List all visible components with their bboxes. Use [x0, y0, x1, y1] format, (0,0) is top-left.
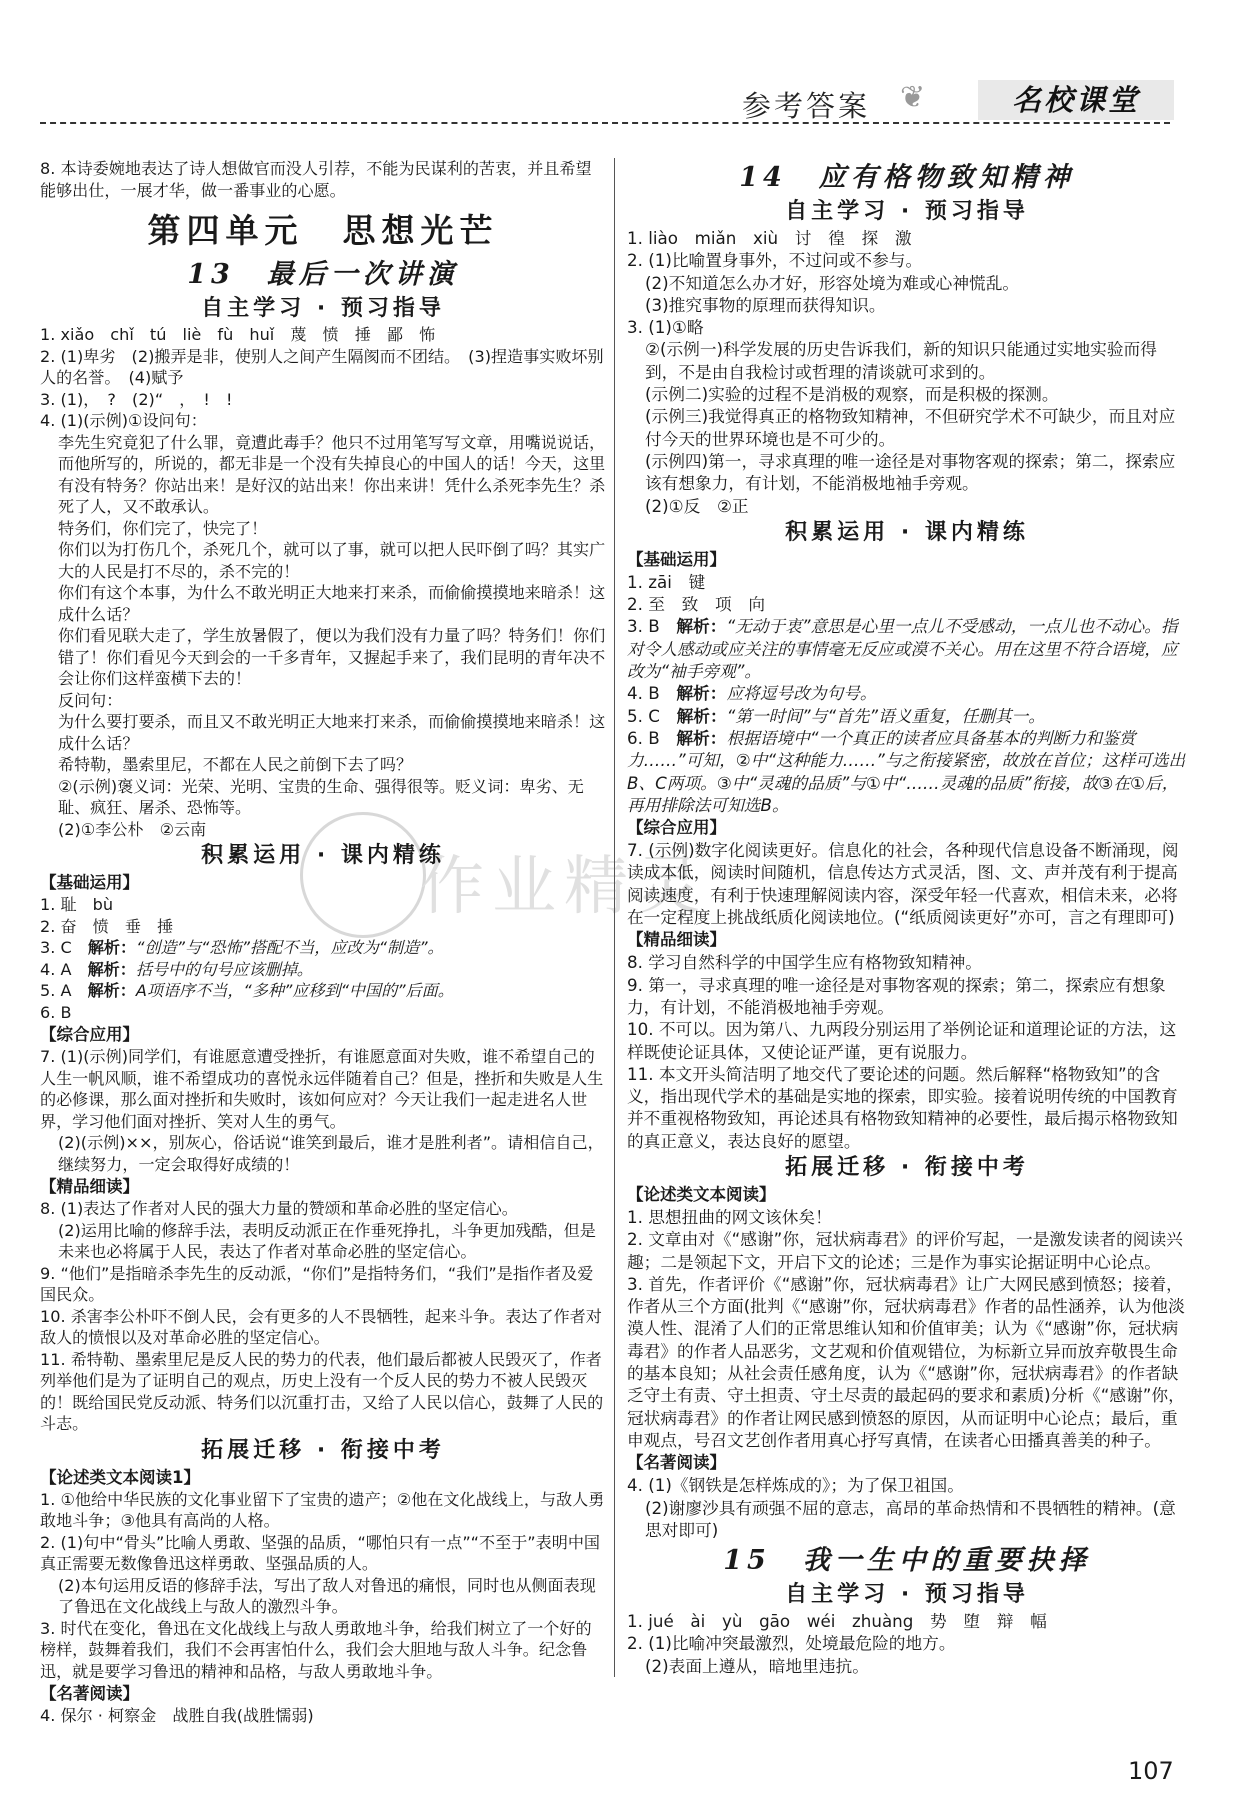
answer-item: [40, 959, 606, 981]
answer-subitem: 你们有这个本事，为什么不敢光明正大地来打来杀，而偷偷摸摸地来暗杀！这成什么话？: [58, 583, 606, 624]
answer-item: 10. 杀害李公朴吓不倒人民，会有更多的人不畏牺牲，起来斗争。表达了作者对敌人的愤恨以及对革命必胜的坚定信心。: [40, 1306, 602, 1347]
answer-item: [627, 727, 1187, 816]
answer-subitem: 李先生究竟犯了什么罪，竟遭此毒手？他只不过用笔写写文章，用嘴说说话，而他所写的，所说的，都无非是一个没有失掉良心的中国人的话！今天，这里有没有特务？你站出来！是好汉的站出来！你出来讲！凭什么杀死李先生？杀死了人，又不敢承认。: [58, 432, 606, 516]
section-heading: 自主学习 · 预习指导: [785, 1582, 1029, 1608]
decorative-swirl-icon: ❦: [900, 80, 926, 115]
answer-item: 4. 保尔 · 柯察金 战胜自我(战胜懦弱): [40, 1706, 314, 1725]
answer-number: 3. B: [627, 616, 677, 637]
analysis-label: 解析：: [676, 683, 727, 704]
answer-item: 2. (1)比喻冲突最激烈，处境最危险的地方。: [627, 1633, 956, 1654]
answer-subitem: ②(示例一)科学发展的历史告诉我们，新的知识只能通过实地实验而得到，不是由自我检讨或哲理的清谈就可求到的。: [645, 339, 1157, 382]
answer-item: 1. zāi 键: [627, 571, 706, 592]
answer-subitem: (示例三)我觉得真正的格物致知精神，不但研究学术不可缺少，而且对应付今天的世界环境也是不可少的。: [645, 406, 1176, 449]
lesson-title: 13 最后一次讲演: [187, 259, 459, 290]
answer-item: [40, 980, 606, 1002]
answer-item: 1. xiǎo chǐ tú liè fù huǐ 蔑 愤 捶 鄙 怖: [40, 325, 436, 344]
answer-subitem: 特务们，你们完了，快完了！: [58, 518, 268, 538]
section-tag: 【基础运用】: [627, 549, 726, 569]
answer-item: 9. 第一，寻求真理的唯一途径是对事物客观的探索；第二，探索应有想象力，有计划，不能消极地袖手旁观。: [627, 974, 1166, 1017]
answer-subitem: (2)谢廖沙具有顽强不屈的意志，高昂的革命热情和不畏牺牲的精神。(意思对即可): [645, 1497, 1176, 1540]
analysis-text: 括号中的句号应该删掉。: [135, 959, 313, 979]
watermark-text: 作业精灵: [420, 850, 708, 924]
lesson-title: 15 我一生中的重要抉择: [723, 1545, 1091, 1577]
answer-subitem: (2)表面上遵从，暗地里违抗。: [645, 1655, 869, 1676]
answer-subitem: (2)运用比喻的修辞手法，表明反动派正在作垂死挣扎，斗争更加残酷，但是未来也必将属于人民，表达了作者对革命必胜的坚定信心。: [58, 1220, 596, 1261]
answer-number: 4. A: [40, 959, 88, 979]
answer-number: 5. A: [40, 981, 88, 1000]
analysis-label: 解析：: [87, 959, 136, 979]
answer-item: [627, 705, 1187, 727]
unit-title: 第四单元 思想光芒: [147, 211, 499, 250]
right-column: [614, 158, 1187, 1677]
answer-item: 11. 希特勒、墨索里尼是反人民的势力的代表，他们最后都被人民毁灭了，作者列举他们是为了证明自己的观点，历史上没有一个反人民的势力不被人民毁灭的！既给国民党反动派、特务们以沉重打击，又给了人民以信心，鼓舞了人民的斗志。: [40, 1349, 604, 1433]
section-tag: 【综合应用】: [627, 818, 726, 838]
answer-subitem: (3)推究事物的原理而获得知识。: [645, 294, 886, 315]
section-heading: 积累运用 · 课内精练: [785, 519, 1029, 545]
answer-number: 6. B: [627, 727, 677, 748]
answer-subitem: 你们以为打伤几个，杀死几个，就可以了事，就可以把人民吓倒了吗？其实广大的人民是打不尽的，杀不完的！: [58, 540, 606, 581]
answer-item: 3. (1)， ? (2)“ ， ! !: [40, 389, 233, 409]
answer-subitem: (示例四)第一，寻求真理的唯一途径是对事物客观的探索；第二，探索应该有想象力，有计划，不能消极地袖手旁观。: [645, 450, 1176, 494]
answer-item: [40, 937, 606, 959]
answer-item: 2. 文章由对《“感谢”你，冠状病毒君》的评价写起，一是激发读者的阅读兴趣；二是领起下文，开启下文的论述；三是作为事实论据证明中心论点。: [627, 1229, 1183, 1272]
section-heading: 积累运用 · 课内精练: [201, 843, 445, 868]
answer-subitem: (2)①反 ②正: [645, 495, 749, 516]
answer-number: 4. B: [627, 683, 677, 704]
answer-item: [627, 615, 1187, 682]
section-tag: 【论述类文本阅读】: [627, 1184, 776, 1204]
analysis-text: 根据语境中“一个真正的读者应具备基本的判断力和鉴赏力……”可知，②中“这种能力……”与之衔接紧密，故放在首位；这样可选出B、C两项。③中“灵魂的品质”与①中“……灵魂的品质”衔接，故③在①后，再用排除法可知选B。: [627, 727, 1186, 815]
section-tag: 【名著阅读】: [40, 1684, 139, 1703]
header-brand: 名校课堂: [978, 80, 1174, 120]
answer-subitem: (2)①李公朴 ②云南: [58, 819, 207, 839]
header-divider: [40, 122, 1170, 124]
section-tag: 【名著阅读】: [627, 1453, 726, 1473]
section-tag: 【基础运用】: [40, 873, 139, 892]
answer-item: 3. 首先，作者评价《“感谢”你，冠状病毒君》让广大网民感到愤怒；接着，作者从三个方面(批判《“感谢”你，冠状病毒君》作者的品性涵养，认为他淡漠人性、混淆了人们的正常思维认知和价值审美；认为《“感谢”你，冠状病毒君》的作者人品恶劣，文艺观和价值观错位，为标新立异而放弃敬畏生命的基本良知；从社会责任感角度，认为《“感谢”你，冠状病毒君》的作者缺乏守土有责、守土担责、守土尽责的最起码的要求和素质)分析《“感谢”你，冠状病毒君》的作者让网民感到愤怒的原因，从而证明中心论点；最后，重申观点，号召文艺创作者用真心抒写真情，在读者心田播真善美的种子。: [627, 1273, 1185, 1450]
answer-item: 6. B: [40, 1002, 72, 1022]
section-heading: 拓展迁移 · 衔接中考: [201, 1437, 445, 1463]
analysis-text: A项语序不当，“多种”应移到“中国的”后面。: [135, 981, 454, 1000]
answer-item: 11. 本文开头简洁明了地交代了要论述的问题。然后解释“格物致知”的含义，指出现代学术的基础是实地的探索，即实验。接着说明传统的中国教育并不重视格物致知，再论述具有格物致知精神的必要性，最后揭示格物致知的真正意义，表达良好的愿望。: [627, 1063, 1178, 1151]
answer-item: 7. (1)(示例)同学们，有谁愿意遭受挫折，有谁愿意面对失败，谁不希望自己的人生一帆风顺，谁不希望成功的喜悦永远伴随着自己？但是，挫折和失败是人生的必修课，那么面对挫折和失败时，该如何应对？今天让我们一起走进名人世界，学习他们面对挫折、笑对人生的勇气。: [40, 1047, 604, 1131]
section-heading: 自主学习 · 预习指导: [785, 199, 1029, 224]
answer-subitem: (2)本句运用反语的修辞手法，写出了敌人对鲁迅的痛恨，同时也从侧面表现了鲁迅在文化战线上与敌人的激烈斗争。: [58, 1575, 596, 1616]
answer-item: 2. (1)句中“骨头”比喻人勇敢、坚强的品质，“哪怕只有一点”“不至于”表明中国真正需要无数像鲁迅这样勇敢、坚强品质的人。: [40, 1532, 601, 1573]
answer-item: 1. 耻 bù: [40, 895, 114, 914]
answer-item: 2. (1)卑劣 (2)搬弄是非，使别人之间产生隔阂而不团结。 (3)捏造事实败坏别人的名誉。 (4)赋予: [40, 346, 604, 387]
section-tag: 【精品细读】: [40, 1177, 139, 1196]
answer-item: [627, 682, 1187, 704]
section-tag: 【论述类文本阅读1】: [40, 1467, 200, 1487]
answer-item: 8. 学习自然科学的中国学生应有格物致知精神。: [627, 952, 982, 973]
answer-subitem: (示例二)实验的过程不是消极的观察，而是积极的探测。: [645, 384, 1059, 405]
answer-item: 4. (1)《钢铁是怎样炼成的》；为了保卫祖国。: [627, 1475, 964, 1496]
answer-subitem: (2)(示例)××，别灰心，俗话说“谁笑到最后，谁才是胜利者”。请相信自己，继续努力，一定会取得好成绩的！: [58, 1133, 604, 1174]
answer-item: 3. 时代在变化，鲁迅在文化战线上与敌人勇敢地斗争，给我们树立了一个好的榜样，鼓舞着我们，我们不会再害怕什么，我们会大胆地与敌人斗争。纪念鲁迅，就是要学习鲁迅的精神和品格，与敌人勇敢地斗争。: [40, 1618, 592, 1681]
section-tag: 【精品细读】: [627, 930, 726, 950]
analysis-label: 解析：: [676, 616, 727, 637]
answer-item: 2. 奋 愤 垂 捶: [40, 916, 174, 936]
answer-item: 2. 至 致 项 向: [627, 594, 766, 615]
answer-item: 1. liào miǎn xiù 讨 徨 探 激: [627, 228, 912, 248]
analysis-label: 解析：: [87, 981, 136, 1000]
answer-item: 8. (1)表达了作者对人民的强大力量的赞颂和革命必胜的坚定信心。: [40, 1199, 518, 1218]
analysis-text: “第一时间”与“首先”语义重复，任删其一。: [726, 705, 1045, 726]
answer-item: 4. (1)(示例)①设问句：: [40, 411, 207, 430]
section-tag: 【综合应用】: [40, 1025, 139, 1044]
answer-number: 5. C: [627, 705, 677, 726]
analysis-label: 解析：: [676, 727, 727, 748]
answer-item: 8. 本诗委婉地表达了诗人想做官而没人引荐，不能为民谋利的苦衷，并且希望能够出仕，一展才华，做一番事业的心愿。: [40, 159, 592, 200]
lesson-title: 14 应有格物致知精神: [739, 162, 1075, 193]
answer-item: 9. “他们”是指暗杀李先生的反动派，“你们”是指特务们，“我们”是指作者及爱国民众。: [40, 1263, 594, 1304]
answer-subitem: ②(示例)褒义词：光荣、光明、宝贵的生命、强得很等。贬义词：卑劣、无耻、疯狂、屠杀、恐怖等。: [58, 776, 584, 817]
answer-number: 3. C: [40, 938, 88, 957]
header-reference-title: 参考答案: [742, 89, 871, 123]
page-header: [0, 0, 1250, 128]
answer-item: 1. jué ài yù gāo wéi zhuàng 势 堕 辩 幅: [627, 1611, 1047, 1632]
section-heading: 自主学习 · 预习指导: [201, 296, 445, 321]
analysis-text: 应将逗号改为句号。: [726, 683, 877, 704]
answer-item: 2. (1)比喻置身事外，不过问或不参与。: [627, 250, 923, 271]
section-heading: 拓展迁移 · 衔接中考: [785, 1154, 1029, 1180]
answer-item: 1. ①他给中华民族的文化事业留下了宝贵的遗产；②他在文化战线上，与敌人勇敢地斗争；③他具有高尚的人格。: [40, 1489, 605, 1530]
analysis-label: 解析：: [676, 705, 727, 726]
left-column: [40, 158, 606, 1727]
answer-item: 7. (示例)数字化阅读更好。信息化的社会，各种现代信息设备不断涌现，阅读成本低，阅读时间随机，信息传达方式灵活，图、文、声并茂有利于提高阅读速度，有利于快速理解阅读内容，深受年轻一代喜欢，相信未来，必将在一定程度上挑战纸质化阅读地位。(“纸质阅读更好”亦可，言之有理即可): [627, 840, 1179, 928]
page-number: 107: [1128, 1757, 1174, 1785]
answer-subitem: (2)不知道怎么办才好，形容处境为难或心神慌乱。: [645, 272, 1020, 293]
answer-item: 10. 不可以。因为第八、九两段分别运用了举例论证和道理论证的方法，这样既使论证具体，又使论证严谨，更有说服力。: [627, 1019, 1177, 1062]
analysis-label: 解析：: [87, 938, 137, 957]
answer-item: 3. (1)①略: [627, 317, 704, 338]
answer-subitem: 反问句：: [58, 690, 123, 710]
answer-subitem: 为什么要打要杀，而且又不敢光明正大地来打来杀，而偷偷摸摸地来暗杀！这成什么话？: [58, 712, 606, 753]
analysis-text: “无动于衷”意思是心里一点儿不受感动，一点儿也不动心。指对令人感动或应关注的事情毫无反应或漠不关心。用在这里不符合语境，应改为“袖手旁观”。: [627, 616, 1178, 682]
answer-subitem: 希特勒，墨索里尼，不都在人民之前倒下去了吗？: [58, 755, 413, 774]
answer-subitem: 你们看见联大走了，学生放暑假了，便以为我们没有力量了吗？特务们！你们错了！你们看见今天到会的一千多青年，又握起手来了，我们昆明的青年决不会让你们这样蛮横下去的！: [58, 626, 606, 688]
answer-item: 1. 思想扭曲的网文该休矣！: [627, 1206, 832, 1227]
analysis-text: “创造”与“恐怖”搭配不当，应改为“制造”。: [136, 938, 444, 957]
